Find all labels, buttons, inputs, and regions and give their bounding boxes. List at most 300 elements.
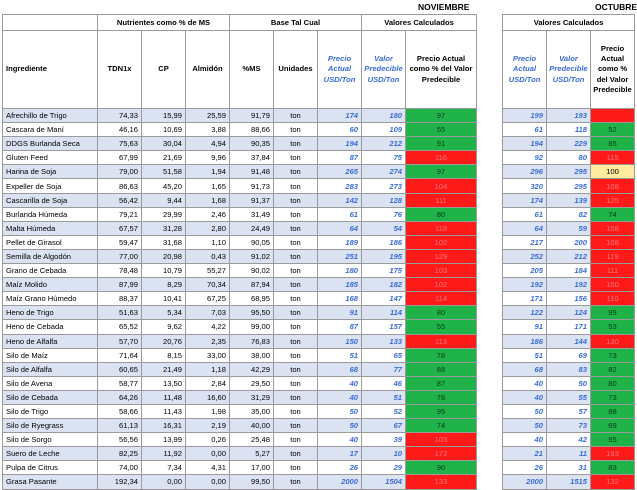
actual-price-cell: 60 [318, 123, 362, 137]
actual-price-cell: 189 [318, 235, 362, 249]
tdn-cell: 192,34 [98, 475, 142, 489]
ingredient-cell: Grasa Pasante [3, 475, 98, 489]
starch-cell: 33,00 [186, 348, 230, 362]
pct-cell-october: 99 [591, 306, 635, 320]
cp-cell: 11,48 [142, 390, 186, 404]
tdn-cell: 82,25 [98, 447, 142, 461]
unit-cell: ton [274, 475, 318, 489]
pct-cell: 88 [406, 362, 477, 376]
pct-cell-october: 80 [591, 376, 635, 390]
actual-price-cell-october: 50 [503, 404, 547, 418]
ingredient-cell: Silo de Alfalfa [3, 362, 98, 376]
predicted-value-cell: 65 [362, 348, 406, 362]
predicted-value-cell: 75 [362, 151, 406, 165]
ingredient-cell: Suero de Leche [3, 447, 98, 461]
pct-cell-october: 53 [591, 320, 635, 334]
starch-header: Almidón [186, 31, 230, 109]
actual-price-cell: 40 [318, 433, 362, 447]
ingredient-cell: Maíz Molido [3, 278, 98, 292]
cp-cell: 20,98 [142, 249, 186, 263]
table-row [503, 123, 635, 137]
actual-price-cell-october: 171 [503, 292, 547, 306]
table-row [503, 461, 635, 475]
predicted-value-cell-october: 42 [547, 433, 591, 447]
ms-cell: 68,95 [230, 292, 274, 306]
predicted-value-cell: 1504 [362, 475, 406, 489]
predicted-value-cell-october: 82 [547, 207, 591, 221]
pct-header-october: Precio Actual como % del Valor Predecible [591, 31, 635, 109]
ingredient-cell: Pellet de Girasol [3, 235, 98, 249]
pct-cell: 133 [406, 475, 477, 489]
ingredient-cell: Heno de Alfalfa [3, 334, 98, 348]
month-title-october: OCTUBRE [595, 2, 637, 12]
table-row [3, 320, 477, 334]
calc-group-header-october: Valores Calculados [503, 15, 635, 31]
actual-price-cell-october: 68 [503, 362, 547, 376]
table-row [3, 137, 477, 151]
pct-cell-october: 100 [591, 165, 635, 179]
table-row [3, 475, 477, 489]
actual-price-cell: 168 [318, 292, 362, 306]
unit-cell: ton [274, 362, 318, 376]
table-row [503, 221, 635, 235]
starch-cell: 0,00 [186, 475, 230, 489]
ingredient-cell: Pulpa de Citrus [3, 461, 98, 475]
tdn-cell: 60,65 [98, 362, 142, 376]
pct-cell-october: 111 [591, 264, 635, 278]
ms-cell: 87,94 [230, 278, 274, 292]
ms-cell: 91,48 [230, 165, 274, 179]
ingredient-header: Ingrediente [3, 31, 98, 109]
cp-cell: 16,31 [142, 419, 186, 433]
actual-price-cell-october: 296 [503, 165, 547, 179]
tdn-cell: 59,47 [98, 235, 142, 249]
pct-cell-october: 108 [591, 221, 635, 235]
predicted-value-cell-october: 200 [547, 235, 591, 249]
unit-cell: ton [274, 221, 318, 235]
ingredient-cell: Silo de Maíz [3, 348, 98, 362]
ms-cell: 91,79 [230, 109, 274, 123]
table-row [3, 447, 477, 461]
cp-cell: 31,28 [142, 221, 186, 235]
table-row [3, 334, 477, 348]
unit-cell: ton [274, 390, 318, 404]
starch-cell: 7,03 [186, 306, 230, 320]
pct-cell-october: 130 [591, 334, 635, 348]
ingredient-cell: Silo de Trigo [3, 404, 98, 418]
predicted-value-cell-october: 83 [547, 362, 591, 376]
tdn-cell: 88,37 [98, 292, 142, 306]
cp-cell: 5,34 [142, 306, 186, 320]
actual-price-cell: 68 [318, 362, 362, 376]
actual-price-cell-october: 21 [503, 447, 547, 461]
actual-price-cell: 91 [318, 306, 362, 320]
unit-cell: ton [274, 249, 318, 263]
unit-cell: ton [274, 306, 318, 320]
table-row [503, 249, 635, 263]
table-row [503, 348, 635, 362]
pct-cell: 87 [406, 376, 477, 390]
predicted-value-cell: 212 [362, 137, 406, 151]
predicted-value-cell-october: 80 [547, 151, 591, 165]
calc-group-header: Valores Calculados [362, 15, 477, 31]
starch-cell: 0,26 [186, 433, 230, 447]
predicted-value-cell-october: 124 [547, 306, 591, 320]
table-row [3, 221, 477, 235]
actual-price-cell: 26 [318, 461, 362, 475]
predicted-value-cell-october: 156 [547, 292, 591, 306]
table-row [3, 278, 477, 292]
actual-price-cell-october: 194 [503, 137, 547, 151]
month-title-november: NOVIEMBRE [418, 2, 470, 12]
unit-cell: ton [274, 235, 318, 249]
pct-cell: 102 [406, 235, 477, 249]
pct-cell-october: 52 [591, 123, 635, 137]
tdn-cell: 67,57 [98, 221, 142, 235]
table-row [503, 362, 635, 376]
ingredient-cell: Malta Húmeda [3, 221, 98, 235]
ms-cell: 95,50 [230, 306, 274, 320]
starch-cell: 0,00 [186, 447, 230, 461]
ingredient-cell: Silo de Avena [3, 376, 98, 390]
pct-cell-october: 85 [591, 137, 635, 151]
predicted-value-cell: 67 [362, 419, 406, 433]
table-row [503, 390, 635, 404]
actual-price-cell: 194 [318, 137, 362, 151]
tdn-cell: 58,66 [98, 404, 142, 418]
starch-cell: 55,27 [186, 264, 230, 278]
cp-cell: 13,50 [142, 376, 186, 390]
ingredient-cell: Cascarilla de Soja [3, 193, 98, 207]
unit-cell: ton [274, 292, 318, 306]
tdn-cell: 71,64 [98, 348, 142, 362]
predicted-value-cell-october: 184 [547, 264, 591, 278]
actual-price-cell: 50 [318, 404, 362, 418]
starch-cell: 2,35 [186, 334, 230, 348]
pct-cell: 55 [406, 123, 477, 137]
starch-cell: 0,43 [186, 249, 230, 263]
actual-price-cell-october: 91 [503, 320, 547, 334]
predicted-value-cell-october: 295 [547, 179, 591, 193]
pct-cell: 118 [406, 221, 477, 235]
ms-cell: 99,50 [230, 475, 274, 489]
table-row [503, 292, 635, 306]
ingredient-cell: Burlanda Húmeda [3, 207, 98, 221]
actual-price-cell: 87 [318, 151, 362, 165]
ms-cell: 88,66 [230, 123, 274, 137]
starch-cell: 1,98 [186, 404, 230, 418]
pct-cell: 97 [406, 109, 477, 123]
table-row [3, 109, 477, 123]
table-row [3, 179, 477, 193]
tdn-cell: 74,00 [98, 461, 142, 475]
tdn-cell: 79,00 [98, 165, 142, 179]
table-row [3, 207, 477, 221]
actual-price-cell: 185 [318, 278, 362, 292]
table-row [503, 433, 635, 447]
cp-cell: 0,00 [142, 475, 186, 489]
starch-cell: 67,25 [186, 292, 230, 306]
cp-cell: 8,29 [142, 278, 186, 292]
predicted-value-cell: 274 [362, 165, 406, 179]
ms-cell: 29,50 [230, 376, 274, 390]
actual-price-cell-october: 186 [503, 334, 547, 348]
ms-cell: 91,37 [230, 193, 274, 207]
pct-cell: 111 [406, 193, 477, 207]
ingredient-cell: Heno de Cebada [3, 320, 98, 334]
actual-price-cell-october: 40 [503, 390, 547, 404]
ms-header: %MS [230, 31, 274, 109]
pct-cell: 172 [406, 447, 477, 461]
table-row [3, 306, 477, 320]
cp-cell: 13,99 [142, 433, 186, 447]
pct-cell-october: 95 [591, 433, 635, 447]
starch-cell: 2,80 [186, 221, 230, 235]
starch-cell: 2,46 [186, 207, 230, 221]
table-row [3, 362, 477, 376]
table-row [503, 306, 635, 320]
predicted-value-cell-october: 31 [547, 461, 591, 475]
actual-price-cell-october: 174 [503, 193, 547, 207]
ms-cell: 90,35 [230, 137, 274, 151]
actual-price-cell: 251 [318, 249, 362, 263]
pct-cell: 55 [406, 320, 477, 334]
pct-cell-october: 108 [591, 235, 635, 249]
units-header: Unidades [274, 31, 318, 109]
table-row [503, 151, 635, 165]
pct-cell: 80 [406, 306, 477, 320]
pct-cell: 104 [406, 179, 477, 193]
pct-cell-october: 82 [591, 362, 635, 376]
starch-cell: 9,96 [186, 151, 230, 165]
starch-cell: 1,68 [186, 193, 230, 207]
actual-price-cell-october: 192 [503, 278, 547, 292]
tdn-cell: 75,63 [98, 137, 142, 151]
predicted-value-cell-october: 69 [547, 348, 591, 362]
tdn-cell: 57,70 [98, 334, 142, 348]
predicted-value-cell-october: 171 [547, 320, 591, 334]
cp-cell: 20,76 [142, 334, 186, 348]
pct-cell: 103 [406, 433, 477, 447]
pct-cell: 103 [406, 264, 477, 278]
unit-cell: ton [274, 123, 318, 137]
predicted-value-cell-october: 295 [547, 165, 591, 179]
predicted-value-cell-october: 1515 [547, 475, 591, 489]
pct-cell: 78 [406, 348, 477, 362]
pct-cell: 80 [406, 207, 477, 221]
starch-cell: 4,94 [186, 137, 230, 151]
predicted-value-cell-october: 193 [547, 109, 591, 123]
predicted-value-cell-october: 11 [547, 447, 591, 461]
table-row [503, 376, 635, 390]
unit-cell: ton [274, 264, 318, 278]
predicted-value-header-october: Valor Predecible USD/Ton [547, 31, 591, 109]
table-row [503, 109, 635, 123]
pct-cell: 129 [406, 249, 477, 263]
predicted-value-cell: 46 [362, 376, 406, 390]
table-row [3, 390, 477, 404]
pct-cell-october: 132 [591, 475, 635, 489]
starch-cell: 3,88 [186, 123, 230, 137]
table-row [503, 264, 635, 278]
pct-cell-october: 73 [591, 348, 635, 362]
unit-cell: ton [274, 433, 318, 447]
predicted-value-cell-october: 55 [547, 390, 591, 404]
tdn-cell: 46,16 [98, 123, 142, 137]
table-row [503, 447, 635, 461]
actual-price-cell: 180 [318, 264, 362, 278]
predicted-value-cell: 29 [362, 461, 406, 475]
predicted-value-cell: 186 [362, 235, 406, 249]
actual-price-cell-october: 252 [503, 249, 547, 263]
actual-price-cell-october: 92 [503, 151, 547, 165]
unit-cell: ton [274, 207, 318, 221]
pct-cell: 95 [406, 404, 477, 418]
table-row [3, 193, 477, 207]
predicted-value-cell-october: 73 [547, 419, 591, 433]
starch-cell: 4,31 [186, 461, 230, 475]
pct-cell: 90 [406, 461, 477, 475]
actual-price-cell: 150 [318, 334, 362, 348]
actual-price-cell-october: 26 [503, 461, 547, 475]
ingredient-cell: Silo de Cebada [3, 390, 98, 404]
actual-price-cell: 283 [318, 179, 362, 193]
tdn-cell: 67,99 [98, 151, 142, 165]
cp-cell: 51,58 [142, 165, 186, 179]
predicted-value-cell-october: 139 [547, 193, 591, 207]
cp-cell: 21,69 [142, 151, 186, 165]
table-row [3, 165, 477, 179]
pct-cell-october: 108 [591, 179, 635, 193]
pct-cell: 74 [406, 419, 477, 433]
cp-cell: 30,04 [142, 137, 186, 151]
starch-cell: 1,10 [186, 235, 230, 249]
actual-price-cell: 50 [318, 419, 362, 433]
predicted-value-cell-october: 57 [547, 404, 591, 418]
table-row [503, 404, 635, 418]
table-row [3, 249, 477, 263]
pct-cell: 102 [406, 278, 477, 292]
predicted-value-cell-october: 59 [547, 221, 591, 235]
starch-cell: 2,84 [186, 376, 230, 390]
tdn-cell: 65,52 [98, 320, 142, 334]
ingredient-cell: Silo de Sorgo [3, 433, 98, 447]
pct-cell-october: 115 [591, 151, 635, 165]
starch-cell: 25,59 [186, 109, 230, 123]
ingredient-cell: Maíz Grano Húmedo [3, 292, 98, 306]
cp-cell: 8,15 [142, 348, 186, 362]
starch-cell: 1,65 [186, 179, 230, 193]
cp-cell: 7,34 [142, 461, 186, 475]
starch-cell: 70,34 [186, 278, 230, 292]
starch-cell: 16,60 [186, 390, 230, 404]
unit-cell: ton [274, 193, 318, 207]
unit-cell: ton [274, 404, 318, 418]
actual-price-cell: 17 [318, 447, 362, 461]
pct-cell-october: 83 [591, 461, 635, 475]
ingredient-cell: Cascara de Maní [3, 123, 98, 137]
actual-price-cell: 51 [318, 348, 362, 362]
pct-cell-october: 73 [591, 390, 635, 404]
ms-cell: 90,05 [230, 235, 274, 249]
pct-cell-october: 100 [591, 278, 635, 292]
pct-cell: 116 [406, 151, 477, 165]
unit-cell: ton [274, 179, 318, 193]
predicted-value-cell-october: 192 [547, 278, 591, 292]
ms-cell: 99,00 [230, 320, 274, 334]
actual-price-header: Precio Actual USD/Ton [318, 31, 362, 109]
predicted-value-cell: 109 [362, 123, 406, 137]
predicted-value-cell: 175 [362, 264, 406, 278]
actual-price-cell-october: 122 [503, 306, 547, 320]
predicted-value-cell: 52 [362, 404, 406, 418]
pct-cell-october: 110 [591, 292, 635, 306]
unit-cell: ton [274, 165, 318, 179]
cp-cell: 29,99 [142, 207, 186, 221]
predicted-value-header: Valor Predecible USD/Ton [362, 31, 406, 109]
tdn-cell: 87,99 [98, 278, 142, 292]
predicted-value-cell: 114 [362, 306, 406, 320]
predicted-value-cell: 51 [362, 390, 406, 404]
pct-cell: 78 [406, 390, 477, 404]
table-row [3, 419, 477, 433]
predicted-value-cell: 128 [362, 193, 406, 207]
table-row [503, 193, 635, 207]
actual-price-cell-october: 61 [503, 123, 547, 137]
unit-cell: ton [274, 334, 318, 348]
ingredient-cell: Afrechillo de Trigo [3, 109, 98, 123]
predicted-value-cell: 180 [362, 109, 406, 123]
unit-cell: ton [274, 348, 318, 362]
predicted-value-cell: 157 [362, 320, 406, 334]
pct-cell: 91 [406, 137, 477, 151]
tdn-cell: 74,33 [98, 109, 142, 123]
unit-cell: ton [274, 419, 318, 433]
actual-price-cell-october: 61 [503, 207, 547, 221]
table-row [3, 433, 477, 447]
tdn-cell: 79,21 [98, 207, 142, 221]
starch-cell: 4,22 [186, 320, 230, 334]
predicted-value-cell: 273 [362, 179, 406, 193]
table-row [3, 151, 477, 165]
base-group-header: Base Tal Cual [230, 15, 362, 31]
predicted-value-cell-october: 229 [547, 137, 591, 151]
tdn-cell: 86,63 [98, 179, 142, 193]
actual-price-cell-october: 64 [503, 221, 547, 235]
tdn-header: TDN1x [98, 31, 142, 109]
unit-cell: ton [274, 137, 318, 151]
cp-cell: 21,49 [142, 362, 186, 376]
pct-cell-october: 119 [591, 249, 635, 263]
table-row [3, 264, 477, 278]
actual-price-cell: 40 [318, 390, 362, 404]
actual-price-cell: 2000 [318, 475, 362, 489]
actual-price-cell: 40 [318, 376, 362, 390]
table-row [503, 165, 635, 179]
actual-price-cell-october: 199 [503, 109, 547, 123]
ingredient-cell: DDGS Burlanda Seca [3, 137, 98, 151]
table-row [503, 278, 635, 292]
ms-cell: 91,02 [230, 249, 274, 263]
ms-cell: 31,29 [230, 390, 274, 404]
ms-cell: 35,00 [230, 404, 274, 418]
actual-price-cell-october: 40 [503, 433, 547, 447]
ms-cell: 42,29 [230, 362, 274, 376]
cp-cell: 15,99 [142, 109, 186, 123]
unit-cell: ton [274, 278, 318, 292]
pct-header: Precio Actual como % del Valor Predecible [406, 31, 477, 109]
predicted-value-cell-october: 212 [547, 249, 591, 263]
